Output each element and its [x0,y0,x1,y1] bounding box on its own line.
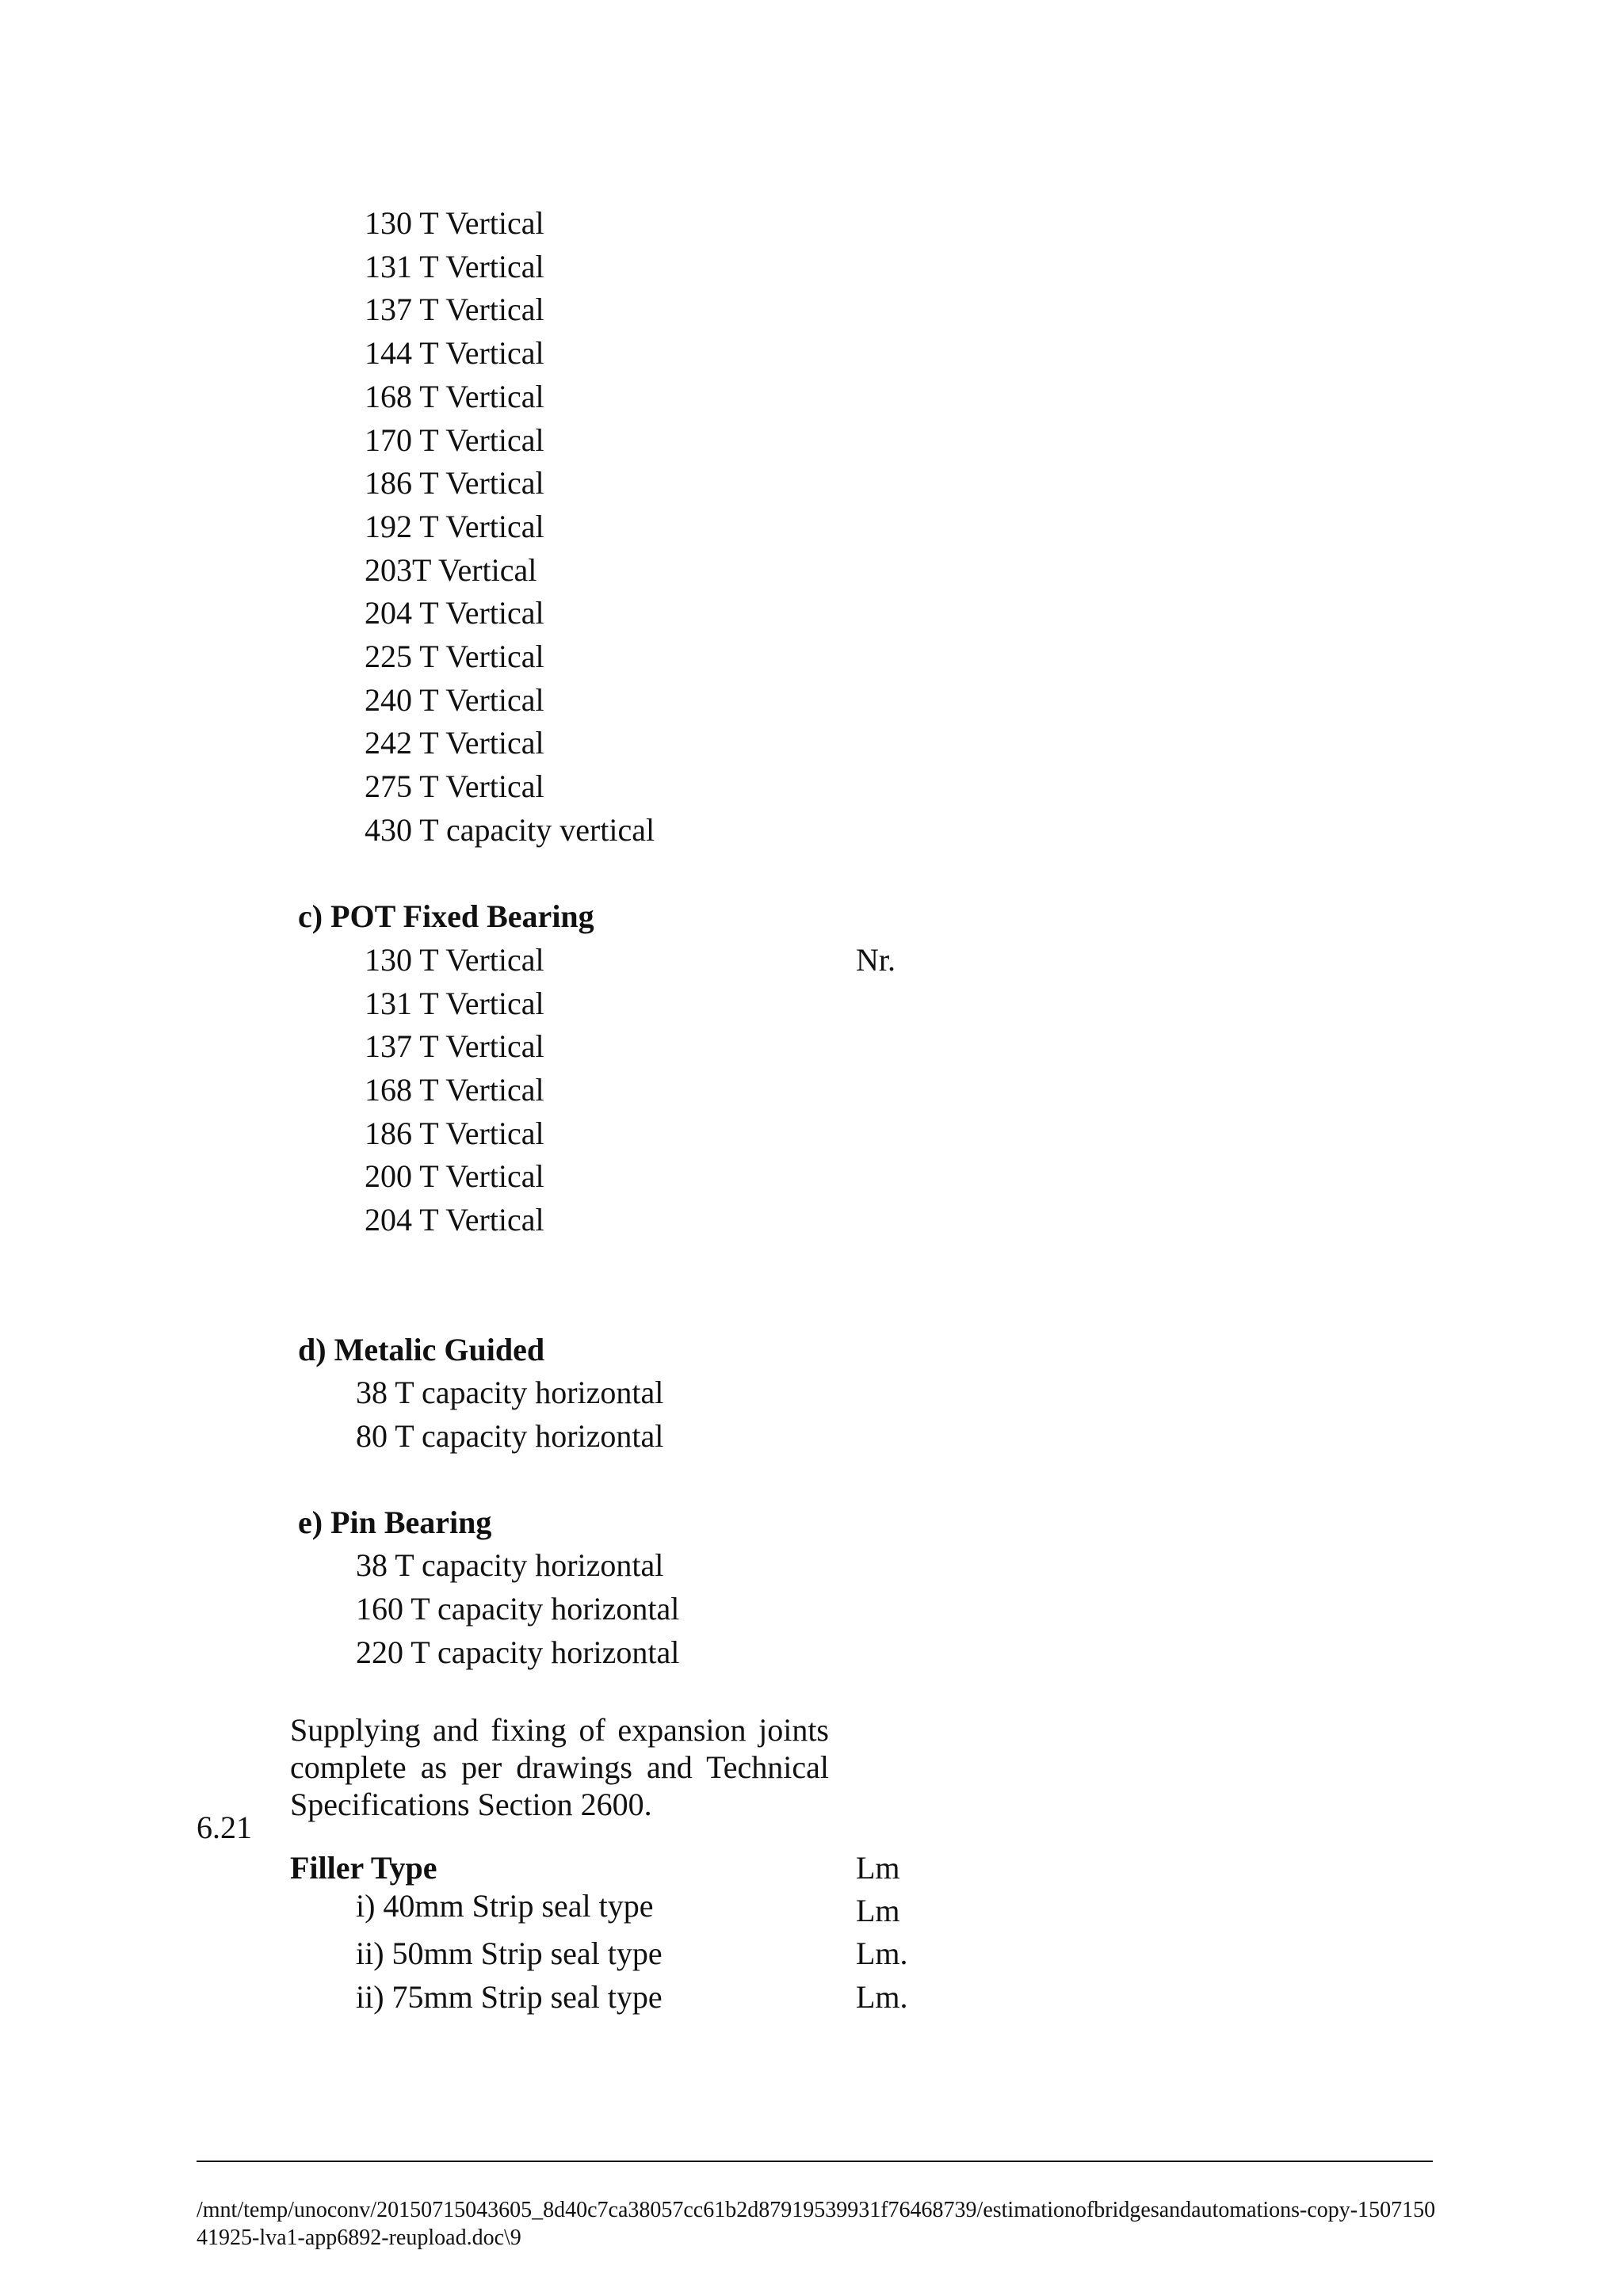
filler-item-label: i) 40mm Strip seal type [356,1888,654,1924]
list-item: 225 T Vertical [365,639,544,674]
section-heading: d) Metalic Guided [298,1332,545,1367]
clause-number: 6.21 [197,1810,252,1845]
section-heading: e) Pin Bearing [298,1505,492,1540]
list-item: 168 T Vertical [365,1072,544,1108]
list-item: 168 T Vertical [365,379,544,414]
list-item: 137 T Vertical [365,1028,544,1064]
list-item: 170 T Vertical [365,422,544,458]
list-item: 144 T Vertical [365,335,544,371]
list-item: 130 T Vertical [365,205,544,241]
list-item: 192 T Vertical [365,509,544,544]
list-item: 38 T capacity horizontal [356,1547,664,1583]
filler-item-label: ii) 75mm Strip seal type [356,1979,663,2015]
filler-type-heading: Filler Type [290,1850,437,1886]
filler-item-unit: Lm. [856,1936,908,1971]
list-item: 131 T Vertical [365,986,544,1021]
list-item: 204 T Vertical [365,595,544,631]
footer-file-path: /mnt/temp/unoconv/20150715043605_8d40c7ca38057cc61b2d87919539931f76468739/estimationofbridgesandautomations-copy-150715041925-lva1-app6892-reupload.doc\9 [197,2198,1436,2250]
list-item: 204 T Vertical [365,1202,544,1238]
list-item: 240 T Vertical [365,682,544,718]
list-item: 160 T capacity horizontal [356,1591,680,1627]
filler-item-unit: Lm [856,1893,900,1928]
footer-divider [197,2161,1433,2162]
list-item: 200 T Vertical [365,1158,544,1194]
unit-label: Nr. [856,942,896,978]
list-item: 203T Vertical [365,552,537,588]
list-item: 137 T Vertical [365,292,544,327]
list-item: 130 T Vertical [365,942,544,978]
unit-label: Lm [856,1850,900,1886]
list-item: 186 T Vertical [365,465,544,501]
list-item: 80 T capacity horizontal [356,1418,664,1454]
section-heading: c) POT Fixed Bearing [298,898,594,934]
list-item: 242 T Vertical [365,725,544,761]
filler-item-unit: Lm. [856,1979,908,2015]
clause-description: Supplying and fixing of expansion joints complete as per drawings and Technical Specifications Section 2600. [290,1712,829,1822]
list-item: 38 T capacity horizontal [356,1375,664,1410]
list-item: 275 T Vertical [365,769,544,804]
list-item: 186 T Vertical [365,1116,544,1151]
filler-item-label: ii) 50mm Strip seal type [356,1936,663,1971]
list-item: 430 T capacity vertical [365,812,655,848]
list-item: 220 T capacity horizontal [356,1634,680,1670]
list-item: 131 T Vertical [365,249,544,284]
